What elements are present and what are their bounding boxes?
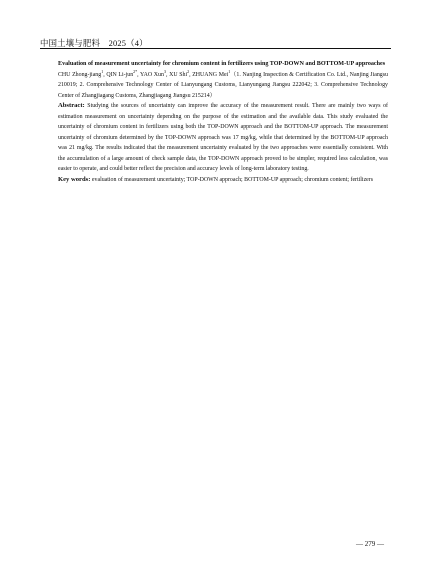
abstract-block	[58, 59, 388, 185]
page-number: — 279 —	[356, 540, 384, 548]
keywords-label: Key words:	[58, 175, 91, 183]
header-rule	[40, 48, 391, 49]
journal-header: 中国土壤与肥料 2025（4）	[40, 39, 148, 48]
abstract-label: Abstract:	[58, 102, 85, 109]
abstract-text: Studying the sources of uncertainty can improve the accuracy of the measurement result. There are mainly two ways of estimation measurement on uncertainty depending on the purpose of the estimation and the available data. This study evaluated the uncertainty of chromium content in fertilizers using both the TOP-DOWN approach and the BOTTOM-UP approach. The measurement uncertainty of chromium determined by the TOP-DOWN approach was 17 mg/kg, while that determined by the BOTTOM-UP approach was 21 mg/kg. The results indicated that the measurement uncertainty evaluated by the two approaches were essentially consistent. With the accumulation of a large amount of check sample data, the TOP-DOWN approach proved to be simpler, required less calculation, was easier to operate, and could better reflect the precision and accuracy levels of long-term laboratory testing.	[58, 103, 388, 172]
paper-title: Evaluation of measurement uncertainty for chromium content in fertilizers using TOP-DOWN and BOTTOM-UP approaches	[58, 61, 386, 67]
keywords-paragraph	[58, 175, 388, 186]
keywords-text: evaluation of measurement uncertainty; TOP-DOWN approach; BOTTOM-UP approach; chromium content; fertilizers	[91, 176, 374, 183]
authors-affiliations: CHU Zhong-jiang$^1$, QIN Li-jun$^{2*}$, YAO Xun$^3$, XU Shi$^2$, ZHUANG Mei$^1$（1. Nanjing Inspection & Certification Co. Ltd., Nanjing Jiangsu 210019; 2. Comprehensive Technology Center of Lianyungang Customs, Lianyungang Jiangsu 222042; 3. Comprehensive Technology Center of Zhangjiagang Customs, Zhangjiagang Jiangsu 215214）	[58, 68, 388, 99]
abstract-paragraph	[58, 101, 388, 175]
